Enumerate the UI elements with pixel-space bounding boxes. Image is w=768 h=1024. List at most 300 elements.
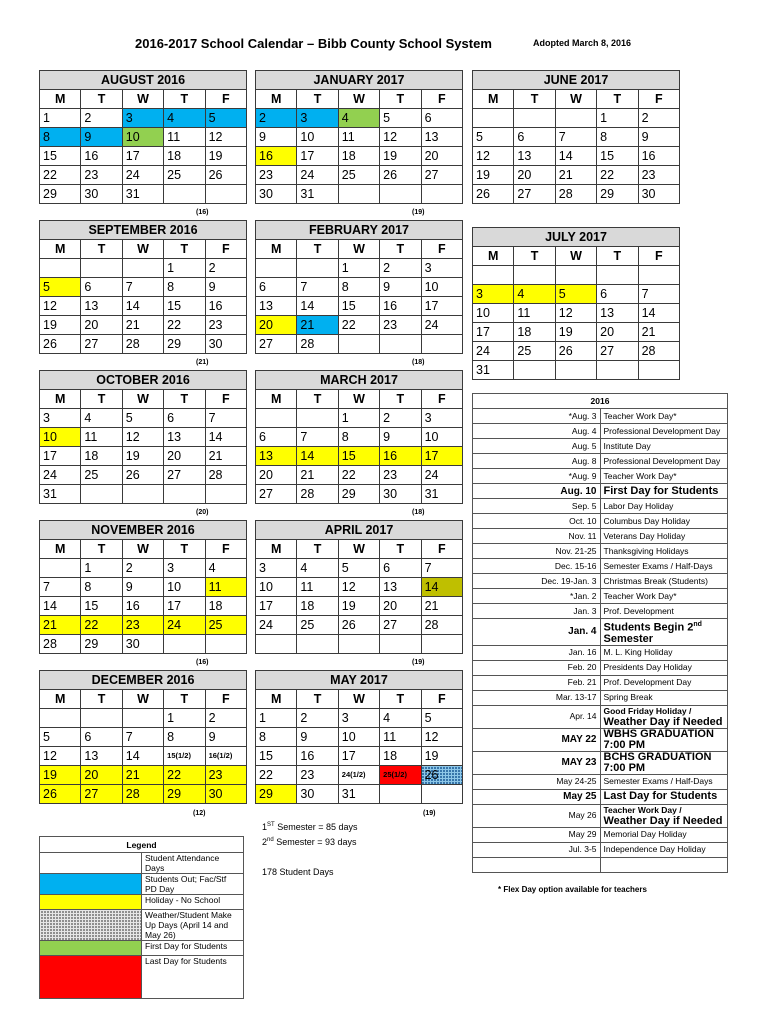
day-cell: 28 [638,342,679,361]
month-november-2016 [39,520,247,654]
weekday-header: T [81,90,122,109]
month-title: NOVEMBER 2016 [40,521,247,540]
day-cell: 15 [256,747,297,766]
event-row [473,469,728,484]
day-cell: 13 [81,747,122,766]
day-cell: 6 [256,428,297,447]
weekday-header: T [597,90,638,109]
weekday-header: T [380,240,421,259]
student-day-count: (12) [193,810,206,817]
day-cell: 13 [597,304,638,323]
day-cell: 14 [297,447,338,466]
event-date: MAY 22 [473,728,601,751]
day-cell [256,409,297,428]
day-cell: 9 [256,128,297,147]
event-row [473,751,728,774]
legend-swatch [40,910,142,941]
day-cell: 5 [380,109,421,128]
day-cell: 14 [122,297,163,316]
legend-item [40,910,244,941]
event-description: Good Friday Holiday / Weather Day if Needed [600,705,728,728]
legend-title: Legend [40,837,244,853]
day-cell: 28 [555,185,596,204]
event-row [473,842,728,857]
day-cell: 12 [122,428,163,447]
weekday-header: T [380,90,421,109]
day-cell: 10 [256,578,297,597]
day-cell: 22 [81,616,122,635]
day-cell: 21 [205,447,246,466]
day-cell: 26 [205,166,246,185]
day-cell: 27 [81,335,122,354]
day-cell [380,185,421,204]
day-cell [514,109,555,128]
day-cell: 26 [555,342,596,361]
day-cell: 12 [421,728,462,747]
day-cell: 29 [597,185,638,204]
day-cell: 16 [380,447,421,466]
legend-swatch [40,956,142,999]
event-description: BCHS GRADUATION 7:00 PM [600,751,728,774]
day-cell: 29 [40,185,81,204]
day-cell: 7 [638,285,679,304]
day-cell: 11 [205,578,246,597]
day-cell: 11 [338,128,379,147]
month-may-2017 [255,670,463,804]
day-cell: 23 [205,316,246,335]
day-cell: 22 [338,466,379,485]
day-cell [122,709,163,728]
day-cell: 25 [164,166,205,185]
day-cell: 4 [164,109,205,128]
legend-label: Students Out; Fac/Stf PD Day [142,874,244,895]
day-cell [81,709,122,728]
weekday-header: T [81,390,122,409]
day-cell: 12 [473,147,514,166]
day-cell: 16 [205,297,246,316]
day-cell: 23 [380,466,421,485]
day-cell: 9 [638,128,679,147]
weekday-header: F [421,240,462,259]
day-cell: 6 [514,128,555,147]
day-cell: 28 [421,616,462,635]
legend-item [40,895,244,910]
event-date: Sep. 5 [473,499,601,514]
weekday-header: F [205,90,246,109]
event-description: Christmas Break (Students) [600,574,728,589]
day-cell: 7 [421,559,462,578]
day-cell [338,335,379,354]
day-cell: 26 [40,785,81,804]
event-date: May 24-25 [473,774,601,789]
day-cell: 2 [297,709,338,728]
day-cell: 16 [380,297,421,316]
weekday-header: F [205,390,246,409]
day-cell: 9 [205,728,246,747]
event-description: Thanksgiving Holidays [600,544,728,559]
event-date: Nov. 11 [473,529,601,544]
day-cell: 18 [81,447,122,466]
weekday-header: T [514,247,555,266]
day-cell [297,409,338,428]
day-cell: 31 [122,185,163,204]
day-cell: 3 [297,109,338,128]
event-description: M. L. King Holiday [600,645,728,660]
day-cell [421,335,462,354]
day-cell: 17 [164,597,205,616]
day-cell: 5 [40,278,81,297]
day-cell: 11 [164,128,205,147]
day-cell: 12 [555,304,596,323]
day-cell: 23 [256,166,297,185]
weekday-header: W [555,90,596,109]
weekday-header: W [122,240,163,259]
day-cell [380,635,421,654]
day-cell: 19 [338,597,379,616]
day-cell: 31 [40,485,81,504]
event-description: Semester Exams / Half-Days [600,559,728,574]
day-cell: 15(1/2) [164,747,205,766]
weekday-header: W [122,540,163,559]
day-cell: 19 [473,166,514,185]
event-date: *Jan. 2 [473,589,601,604]
day-cell: 20 [421,147,462,166]
weekday-header: W [338,240,379,259]
legend-item [40,956,244,999]
day-cell: 2 [205,709,246,728]
day-cell: 1 [338,259,379,278]
day-cell: 10 [164,578,205,597]
weekday-header: F [205,540,246,559]
day-cell: 10 [122,128,163,147]
semester-2-label: Semester = 93 days [276,837,357,847]
day-cell: 15 [40,147,81,166]
event-date: May 29 [473,827,601,842]
day-cell: 13 [421,128,462,147]
day-cell: 16 [297,747,338,766]
day-cell: 30 [81,185,122,204]
weekday-header: M [256,390,297,409]
day-cell: 1 [40,109,81,128]
day-cell: 21 [122,766,163,785]
day-cell: 18 [514,323,555,342]
event-date: Feb. 20 [473,660,601,675]
legend-swatch [40,941,142,956]
day-cell [473,266,514,285]
day-cell [164,485,205,504]
month-title: APRIL 2017 [256,521,463,540]
day-cell: 10 [338,728,379,747]
weekday-header: T [380,690,421,709]
event-description: Professional Development Day [600,424,728,439]
day-cell [597,266,638,285]
weekday-header: F [638,90,679,109]
day-cell: 25 [81,466,122,485]
day-cell: 9 [297,728,338,747]
day-cell: 3 [256,559,297,578]
day-cell: 23 [205,766,246,785]
day-cell: 16 [122,597,163,616]
day-cell: 3 [40,409,81,428]
student-day-count: (21) [196,359,209,366]
event-row [473,439,728,454]
month-january-2017 [255,70,463,204]
day-cell: 8 [81,578,122,597]
day-cell: 17 [421,447,462,466]
day-cell [597,361,638,380]
event-row [473,424,728,439]
day-cell: 29 [164,335,205,354]
weekday-header: T [380,540,421,559]
event-description: Teacher Work Day* [600,589,728,604]
day-cell: 5 [122,409,163,428]
event-description [600,857,728,872]
event-date: Jan. 16 [473,645,601,660]
day-cell: 21 [40,616,81,635]
weekday-header: M [40,240,81,259]
day-cell: 13 [256,297,297,316]
day-cell: 24 [256,616,297,635]
month-august-2016 [39,70,247,204]
day-cell: 29 [256,785,297,804]
day-cell: 18 [205,597,246,616]
day-cell: 27 [81,785,122,804]
events-year-header: 2016 [473,394,728,409]
day-cell: 8 [256,728,297,747]
day-cell: 1 [256,709,297,728]
day-cell: 18 [164,147,205,166]
legend-item [40,853,244,874]
month-march-2017 [255,370,463,504]
day-cell [555,109,596,128]
day-cell: 3 [122,109,163,128]
day-cell: 9 [81,128,122,147]
day-cell: 8 [164,728,205,747]
day-cell: 5 [338,559,379,578]
day-cell: 16 [256,147,297,166]
day-cell: 10 [40,428,81,447]
day-cell: 8 [40,128,81,147]
day-cell: 19 [555,323,596,342]
day-cell: 18 [297,597,338,616]
weekday-header: M [40,390,81,409]
day-cell: 20 [597,323,638,342]
event-date: May 25 [473,789,601,804]
day-cell: 26 [473,185,514,204]
day-cell: 20 [164,447,205,466]
day-cell: 28 [40,635,81,654]
day-cell: 6 [256,278,297,297]
day-cell [164,635,205,654]
day-cell: 16 [81,147,122,166]
day-cell: 24 [40,466,81,485]
event-row [473,574,728,589]
day-cell: 20 [256,316,297,335]
day-cell [81,259,122,278]
weekday-header: M [40,90,81,109]
day-cell: 7 [205,409,246,428]
day-cell: 29 [164,785,205,804]
event-row [473,728,728,751]
student-day-count: (19) [412,659,425,666]
day-cell: 16(1/2) [205,747,246,766]
event-description: Teacher Work Day / Weather Day if Needed [600,804,728,827]
event-date [473,857,601,872]
event-row [473,660,728,675]
day-cell [40,709,81,728]
day-cell: 3 [473,285,514,304]
day-cell: 20 [81,766,122,785]
day-cell: 20 [81,316,122,335]
weekday-header: T [514,90,555,109]
day-cell: 7 [297,428,338,447]
day-cell [205,635,246,654]
weekday-header: F [638,247,679,266]
day-cell: 12 [40,747,81,766]
event-description: Prof. Development [600,604,728,619]
event-description: Presidents Day Holiday [600,660,728,675]
event-description: WBHS GRADUATION 7:00 PM [600,728,728,751]
day-cell: 19 [205,147,246,166]
day-cell: 23 [122,616,163,635]
day-cell: 28 [205,466,246,485]
day-cell [514,266,555,285]
weekday-header: W [338,90,379,109]
day-cell: 12 [205,128,246,147]
day-cell [421,185,462,204]
event-row [473,559,728,574]
event-row [473,619,728,646]
day-cell: 26 [380,166,421,185]
day-cell: 9 [380,428,421,447]
event-date: Dec. 19-Jan. 3 [473,574,601,589]
weekday-header: M [40,690,81,709]
day-cell: 13 [256,447,297,466]
day-cell: 14 [40,597,81,616]
event-description: Students Begin 2nd Semester [600,619,728,646]
legend-swatch [40,874,142,895]
day-cell: 28 [122,785,163,804]
day-cell: 30 [256,185,297,204]
student-day-count: (16) [196,209,209,216]
day-cell: 28 [297,335,338,354]
day-cell [40,259,81,278]
event-description: Institute Day [600,439,728,454]
weekday-header: T [164,390,205,409]
day-cell [81,485,122,504]
day-cell: 31 [473,361,514,380]
day-cell [338,185,379,204]
event-description: Teacher Work Day* [600,469,728,484]
legend-label: Weather/Student Make Up Days (April 14 and May 26) [142,910,244,941]
day-cell: 2 [256,109,297,128]
weekday-header: W [338,540,379,559]
day-cell [256,635,297,654]
day-cell [256,259,297,278]
event-date: Aug. 5 [473,439,601,454]
day-cell [164,185,205,204]
day-cell [421,785,462,804]
day-cell: 20 [514,166,555,185]
event-description: Semester Exams / Half-Days [600,774,728,789]
day-cell: 17 [421,297,462,316]
day-cell: 19 [421,747,462,766]
weekday-header: W [555,247,596,266]
day-cell [205,485,246,504]
weekday-header: W [122,390,163,409]
day-cell: 19 [380,147,421,166]
day-cell: 6 [380,559,421,578]
weekday-header: M [473,90,514,109]
day-cell: 21 [297,316,338,335]
student-day-count: (18) [412,509,425,516]
event-date: Aug. 8 [473,454,601,469]
month-title: JULY 2017 [473,228,680,247]
event-description: Professional Development Day [600,454,728,469]
day-cell: 27 [256,335,297,354]
month-october-2016 [39,370,247,504]
day-cell [297,635,338,654]
legend-swatch [40,853,142,874]
month-title: OCTOBER 2016 [40,371,247,390]
day-cell: 26 [338,616,379,635]
day-cell: 31 [297,185,338,204]
weekday-header: F [205,240,246,259]
day-cell: 1 [597,109,638,128]
day-cell: 4 [81,409,122,428]
legend-label: First Day for Students [142,941,244,956]
day-cell: 14 [638,304,679,323]
day-cell: 9 [205,278,246,297]
student-day-count: (19) [412,209,425,216]
semester-2-days: 2nd Semester = 93 days [262,837,357,847]
day-cell: 22 [338,316,379,335]
day-cell: 17 [122,147,163,166]
event-date: Jul. 3-5 [473,842,601,857]
day-cell: 20 [380,597,421,616]
event-date: MAY 23 [473,751,601,774]
day-cell: 22 [164,316,205,335]
day-cell: 4 [338,109,379,128]
month-june-2017 [472,70,680,204]
day-cell: 3 [421,409,462,428]
day-cell: 14 [555,147,596,166]
student-day-count: (20) [196,509,209,516]
event-description: Columbus Day Holiday [600,514,728,529]
day-cell: 5 [555,285,596,304]
month-december-2016 [39,670,247,804]
day-cell: 1 [338,409,379,428]
day-cell: 11 [380,728,421,747]
student-day-count: (16) [196,659,209,666]
day-cell: 6 [421,109,462,128]
weekday-header: F [421,540,462,559]
day-cell: 7 [122,278,163,297]
weekday-header: T [297,540,338,559]
weekday-header: F [421,90,462,109]
month-september-2016 [39,220,247,354]
weekday-header: T [297,240,338,259]
day-cell: 22 [256,766,297,785]
day-cell: 15 [597,147,638,166]
weekday-header: T [297,390,338,409]
legend-label: Last Day for Students [142,956,244,999]
day-cell: 4 [514,285,555,304]
event-date: Aug. 10 [473,484,601,499]
student-day-count: (18) [412,359,425,366]
day-cell: 29 [81,635,122,654]
day-cell: 13 [164,428,205,447]
